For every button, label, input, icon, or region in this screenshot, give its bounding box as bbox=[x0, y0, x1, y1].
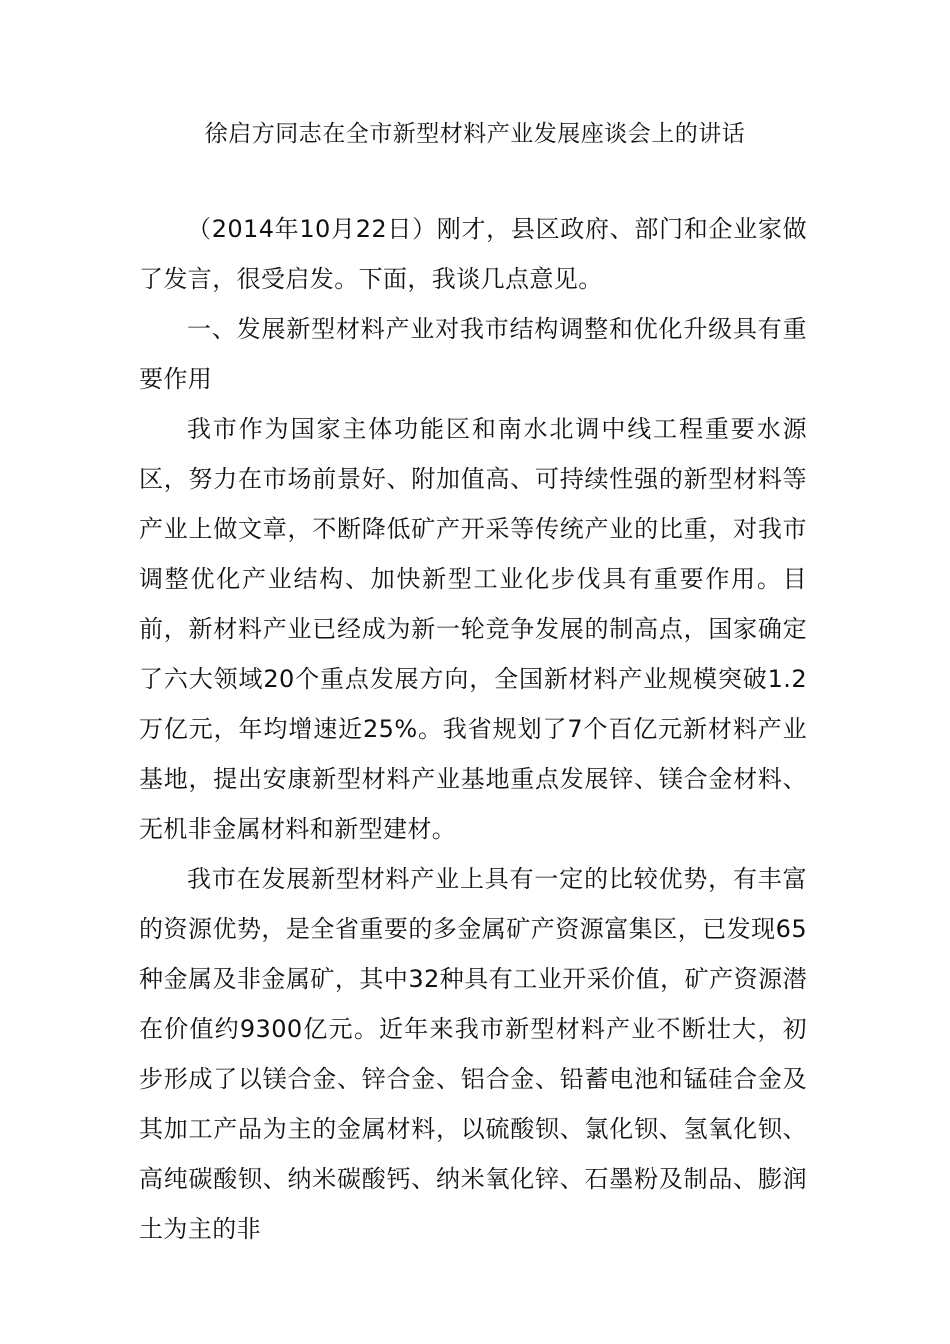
section-heading-1: 一、发展新型材料产业对我市结构调整和优化升级具有重要作用 bbox=[139, 315, 807, 393]
document-body bbox=[139, 204, 807, 1254]
paragraph-context: 我市作为国家主体功能区和南水北调中线工程重要水源区，努力在市场前景好、附加值高、可持续性强的新型材料等产业上做文章，不断降低矿产开采等传统产业的比重，对我市调整优化产业结构、加快新型工业化步伐具有重要作用。目前，新材料产业已经成为新一轮竞争发展的制高点，国家确定了六大领域20个重点发展方向，全国新材料产业规模突破1.2万亿元，年均增速近25%。我省规划了7个百亿元新材料产业基地，提出安康新型材料产业基地重点发展锌、镁合金材料、无机非金属材料和新型建材。 bbox=[139, 415, 807, 843]
paragraph-advantages: 我市在发展新型材料产业上具有一定的比较优势，有丰富的资源优势，是全省重要的多金属矿产资源富集区，已发现65种金属及非金属矿，其中32种具有工业开采价值，矿产资源潜在价值约9300亿元。近年来我市新型材料产业不断壮大，初步形成了以镁合金、锌合金、铝合金、铅蓄电池和锰硅合金及其加工产品为主的金属材料，以硫酸钡、氯化钡、氢氧化钡、高纯碳酸钡、纳米碳酸钙、纳米氧化锌、石墨粉及制品、膨润土为主的非 bbox=[139, 865, 807, 1243]
document-title: 徐启方同志在全市新型材料产业发展座谈会上的讲话 bbox=[204, 121, 746, 147]
paragraph-opening: （2014年10月22日）刚才，县区政府、部门和企业家做了发言，很受启发。下面，我谈几点意见。 bbox=[139, 215, 807, 293]
